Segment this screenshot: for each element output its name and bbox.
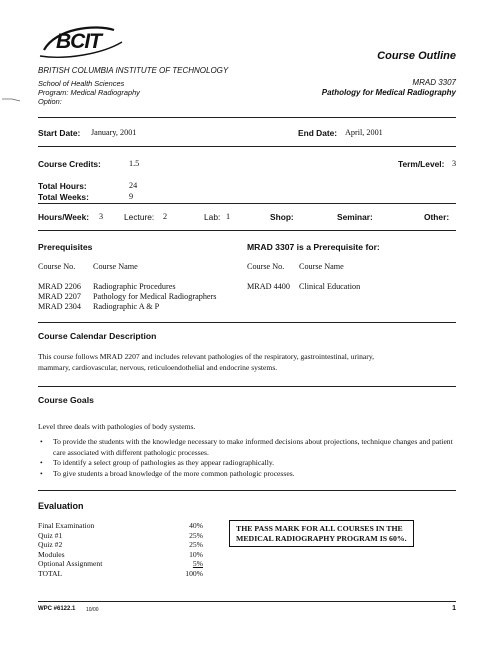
calendar-line: This course follows MRAD 2207 and includes relevant pathologies of the respiratory, gastrointestinal, urinary, (38, 352, 375, 361)
divider (38, 386, 456, 387)
end-date-label: End Date: (298, 128, 338, 138)
pass-mark-line: THE PASS MARK FOR ALL COURSES IN THE (236, 524, 403, 533)
column-header: Course Name (299, 262, 344, 271)
prerequisite-for-table (247, 262, 360, 292)
evaluation-percent: 10% (189, 549, 203, 559)
institute-name: BRITISH COLUMBIA INSTITUTE OF TECHNOLOGY (38, 66, 229, 75)
lecture-value: 2 (163, 212, 168, 221)
form-code: WPC #6122.1 (38, 606, 76, 612)
calendar-line: mammary, cardiovascular, nervous, reticuloendothelial and endocrine systems. (38, 362, 278, 372)
page-number: 1 (452, 605, 456, 612)
list-item: • To identify a select group of pathologies as they appear radiographically. (38, 458, 458, 469)
course-number: MRAD 4400 (247, 282, 290, 291)
course-name: Pathology for Medical Radiographers (93, 292, 217, 301)
divider (38, 490, 456, 491)
credits-value: 1.5 (129, 159, 140, 168)
table-row (38, 292, 216, 302)
hours-week-label: Hours/Week: (38, 212, 90, 222)
margin-mark (2, 90, 22, 96)
column-header: Course No. (38, 262, 76, 271)
table-row (38, 521, 203, 531)
evaluation-item: Final Examination (38, 521, 95, 530)
school-name: School of Health Sciences (38, 79, 125, 88)
shop-label: Shop: (270, 212, 294, 222)
bcit-logo (36, 20, 128, 64)
lab-label: Lab: (204, 212, 221, 222)
table-row (38, 302, 216, 312)
other-label: Other: (424, 212, 450, 222)
divider (38, 117, 456, 118)
course-name: Radiographic A & P (93, 302, 160, 311)
course-number: MRAD 2206 (38, 282, 81, 291)
term-label: Term/Level: (398, 159, 445, 169)
doc-title: Course Outline (377, 50, 456, 62)
column-header: Course Name (93, 262, 138, 271)
list-item: • To give students a broad knowledge of the more common pathologic processes. (38, 469, 458, 480)
evaluation-item: Modules (38, 549, 65, 559)
prerequisites-table (38, 262, 216, 312)
total-weeks-label: Total Weeks: (38, 192, 89, 202)
option-label: Option: (38, 97, 62, 106)
logo-text: BCIT (56, 30, 101, 53)
footer-divider (38, 601, 456, 602)
course-title: Pathology for Medical Radiography (321, 88, 456, 97)
evaluation-percent: 25% (189, 530, 203, 540)
table-row (247, 282, 360, 292)
course-name: Radiographic Procedures (93, 282, 176, 291)
table-header-row (247, 262, 360, 272)
table-row (38, 550, 203, 560)
evaluation-table (38, 521, 203, 578)
table-row (38, 559, 203, 569)
course-number: MRAD 2304 (38, 302, 81, 311)
course-number: MRAD 2207 (38, 292, 81, 301)
start-date-value: January, 2001 (91, 128, 137, 137)
program-name: Program: Medical Radiography (38, 88, 140, 97)
evaluation-item: Optional Assignment (38, 559, 103, 568)
start-date-label: Start Date: (38, 128, 81, 138)
table-row (38, 569, 203, 579)
calendar-heading: Course Calendar Description (38, 331, 157, 341)
term-value: 3 (452, 159, 457, 168)
course-code: MRAD 3307 (412, 78, 456, 87)
form-date: 10/00 (86, 607, 99, 613)
divider (38, 230, 456, 231)
pass-mark-line: MEDICAL RADIOGRAPHY PROGRAM IS 60%. (236, 534, 407, 543)
goals-intro: Level three deals with pathologies of body systems. (38, 422, 196, 431)
end-date-value: April, 2001 (345, 128, 383, 137)
evaluation-item: Quiz #2 (38, 540, 63, 549)
lab-value: 1 (226, 212, 231, 221)
table-row (38, 531, 203, 541)
list-item: • To provide the students with the knowledge necessary to make informed decisions about projections, technique changes and patient care associated with different pathologic processes. (38, 437, 458, 458)
credits-label: Course Credits: (38, 159, 101, 169)
evaluation-heading: Evaluation (38, 501, 84, 511)
column-header: Course No. (247, 262, 285, 271)
goals-heading: Course Goals (38, 395, 94, 405)
table-row (38, 540, 203, 550)
divider (38, 146, 456, 147)
divider (38, 322, 456, 323)
course-name: Clinical Education (299, 282, 361, 291)
evaluation-item: Quiz #1 (38, 530, 63, 540)
total-weeks-value: 9 (129, 192, 134, 201)
evaluation-percent: 5% (192, 559, 203, 568)
calendar-text (38, 352, 458, 373)
prerequisite-for-heading: MRAD 3307 is a Prerequisite for: (247, 242, 380, 252)
total-hours-value: 24 (129, 181, 138, 190)
hours-week-value: 3 (99, 212, 104, 221)
lecture-label: Lecture: (124, 212, 155, 222)
goals-list (38, 437, 458, 479)
table-row (38, 282, 216, 292)
evaluation-percent: 25% (189, 540, 203, 549)
divider (38, 203, 456, 204)
evaluation-percent: 100% (185, 568, 203, 578)
seminar-label: Seminar: (337, 212, 373, 222)
evaluation-percent: 40% (189, 521, 203, 530)
table-header-row (38, 262, 216, 272)
pass-mark-notice (229, 520, 414, 547)
evaluation-item: TOTAL (38, 568, 63, 578)
total-hours-label: Total Hours: (38, 181, 87, 191)
prerequisites-heading: Prerequisites (38, 242, 93, 252)
